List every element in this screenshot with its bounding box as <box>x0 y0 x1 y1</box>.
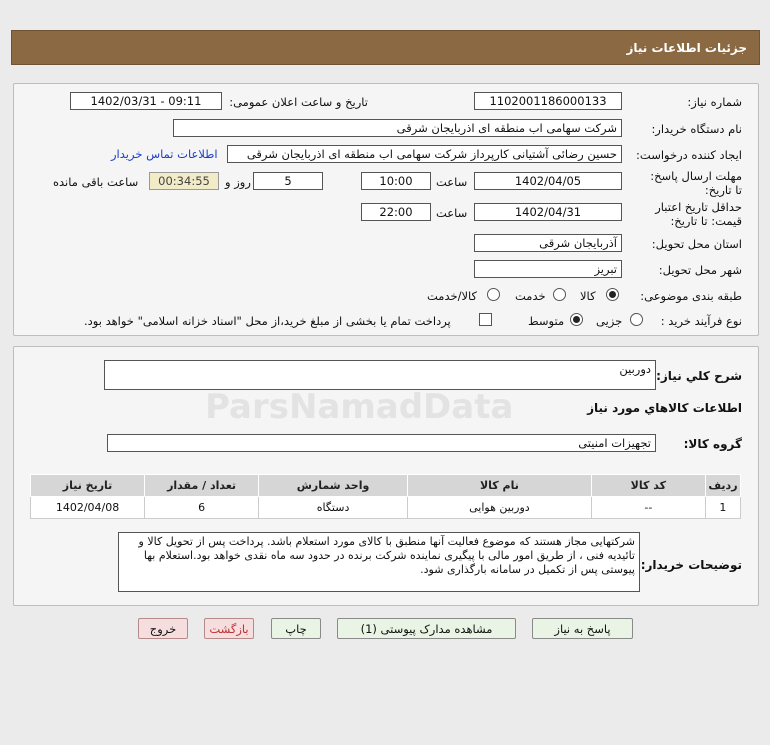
exit-button[interactable] <box>138 618 188 639</box>
table-header-row <box>31 475 741 497</box>
reply-time-label: ساعت <box>436 175 468 189</box>
reply-time-field: 10:00 <box>361 172 431 190</box>
remaining-time-field: 00:34:55 <box>149 172 219 190</box>
process-option-minor: جزیی <box>596 314 623 328</box>
category-option-goods: کالا <box>580 289 596 303</box>
goods-info-title: اطلاعات کالاهاي مورد نياز <box>587 401 742 415</box>
treasury-payment-note: پرداخت تمام یا بخشی از مبلغ خرید،از محل "اسناد خزانه اسلامی" خواهد بود. <box>84 314 451 328</box>
validity-time-field: 22:00 <box>361 203 431 221</box>
remaining-label: ساعت باقی مانده <box>53 175 139 189</box>
category-radio-service[interactable] <box>553 288 566 301</box>
buyer-notes-label: توضیحات خریدار: <box>640 558 742 572</box>
page-header <box>11 30 760 65</box>
process-label: نوع فرآیند خرید : <box>660 314 742 328</box>
col-unit: واحد شمارش <box>259 475 408 497</box>
buyer-notes-field: شرکتهایی مجاز هستند که موضوع فعالیت آنها منطبق با کالای مورد استعلام باشد. پرداخت پس از تحویل کالا و تائیدیه فنی ، از طریق امور مالی با پیگیری نماینده شرکت برنده در حدود سه ماه نقدی خواهد بود.استعلام بها پیوستی پس از تکمیل در سامانه بارگذاری شود. <box>118 532 640 592</box>
col-row: ردیف <box>705 475 740 497</box>
table-row <box>31 497 741 519</box>
summary-label: شرح کلي نياز: <box>656 369 742 383</box>
buyer-org-field: شرکت سهامی اب منطقه ای اذربایجان شرقی <box>173 119 622 137</box>
back-button[interactable] <box>204 618 254 639</box>
goods-group-label: گروه کالا: <box>683 437 742 451</box>
price-validity-label: حداقل تاریخ اعتبار قیمت: تا تاریخ: <box>655 200 742 228</box>
announce-field: 1402/03/31 - 09:11 <box>70 92 222 110</box>
goods-group-field: تجهیزات امنیتی <box>107 434 656 452</box>
attachments-button-label: مشاهده مدارک پیوستی (1) <box>360 621 493 636</box>
cell-name: دوربین هوایی <box>408 497 592 519</box>
province-label: استان محل تحویل: <box>651 237 742 251</box>
treasury-payment-checkbox[interactable] <box>479 313 492 326</box>
need-number-field: 1102001186000133 <box>474 92 622 110</box>
cell-row: 1 <box>705 497 740 519</box>
back-button-label: بازگشت <box>209 621 249 636</box>
days-label: روز و <box>225 175 251 189</box>
col-quantity: تعداد / مقدار <box>145 475 259 497</box>
attachments-button[interactable] <box>337 618 516 639</box>
city-label: شهر محل تحویل: <box>658 263 742 277</box>
exit-button-label: خروج <box>149 621 177 636</box>
need-number-label: شماره نیاز: <box>687 95 742 109</box>
process-radio-medium[interactable] <box>570 313 583 326</box>
process-option-medium: متوسط <box>528 314 565 328</box>
contact-buyer-link[interactable]: اطلاعات تماس خریدار <box>111 147 218 161</box>
reply-date-field: 1402/04/05 <box>474 172 622 190</box>
reply-deadline-label: مهلت ارسال پاسخ: تا تاریخ: <box>650 169 742 197</box>
validity-date-field: 1402/04/31 <box>474 203 622 221</box>
city-field: تبریز <box>474 260 622 278</box>
province-field: آذربایجان شرقی <box>474 234 622 252</box>
category-option-goods-service: کالا/خدمت <box>427 289 478 303</box>
creator-field: حسین رضائی آشتیانی کارپرداز شرکت سهامی اب منطقه ای اذربایجان شرقی <box>227 145 622 163</box>
announce-label: تاریخ و ساعت اعلان عمومی: <box>229 95 368 109</box>
print-button[interactable] <box>271 618 321 639</box>
col-name: نام کالا <box>408 475 592 497</box>
cell-unit: دستگاه <box>259 497 408 519</box>
reply-button-label: پاسخ به نیاز <box>554 621 611 636</box>
days-field: 5 <box>253 172 323 190</box>
creator-label: ایجاد کننده درخواست: <box>636 148 742 162</box>
buyer-org-label: نام دستگاه خریدار: <box>651 122 742 136</box>
reply-button[interactable] <box>532 618 633 639</box>
category-option-service: خدمت <box>515 289 546 303</box>
cell-code: -- <box>591 497 705 519</box>
validity-time-label: ساعت <box>436 206 468 220</box>
cell-need-date: 1402/04/08 <box>31 497 145 519</box>
process-radio-minor[interactable] <box>630 313 643 326</box>
print-button-label: چاپ <box>285 621 307 636</box>
summary-field: دوربین <box>104 360 656 390</box>
category-label: طبقه بندی موضوعی: <box>640 289 742 303</box>
category-radio-goods-service[interactable] <box>487 288 500 301</box>
page-title: جزئیات اطلاعات نیاز <box>626 40 747 55</box>
col-code: کد کالا <box>591 475 705 497</box>
cell-quantity: 6 <box>145 497 259 519</box>
category-radio-goods[interactable] <box>606 288 619 301</box>
col-need-date: تاریخ نیاز <box>31 475 145 497</box>
goods-table <box>30 474 741 519</box>
